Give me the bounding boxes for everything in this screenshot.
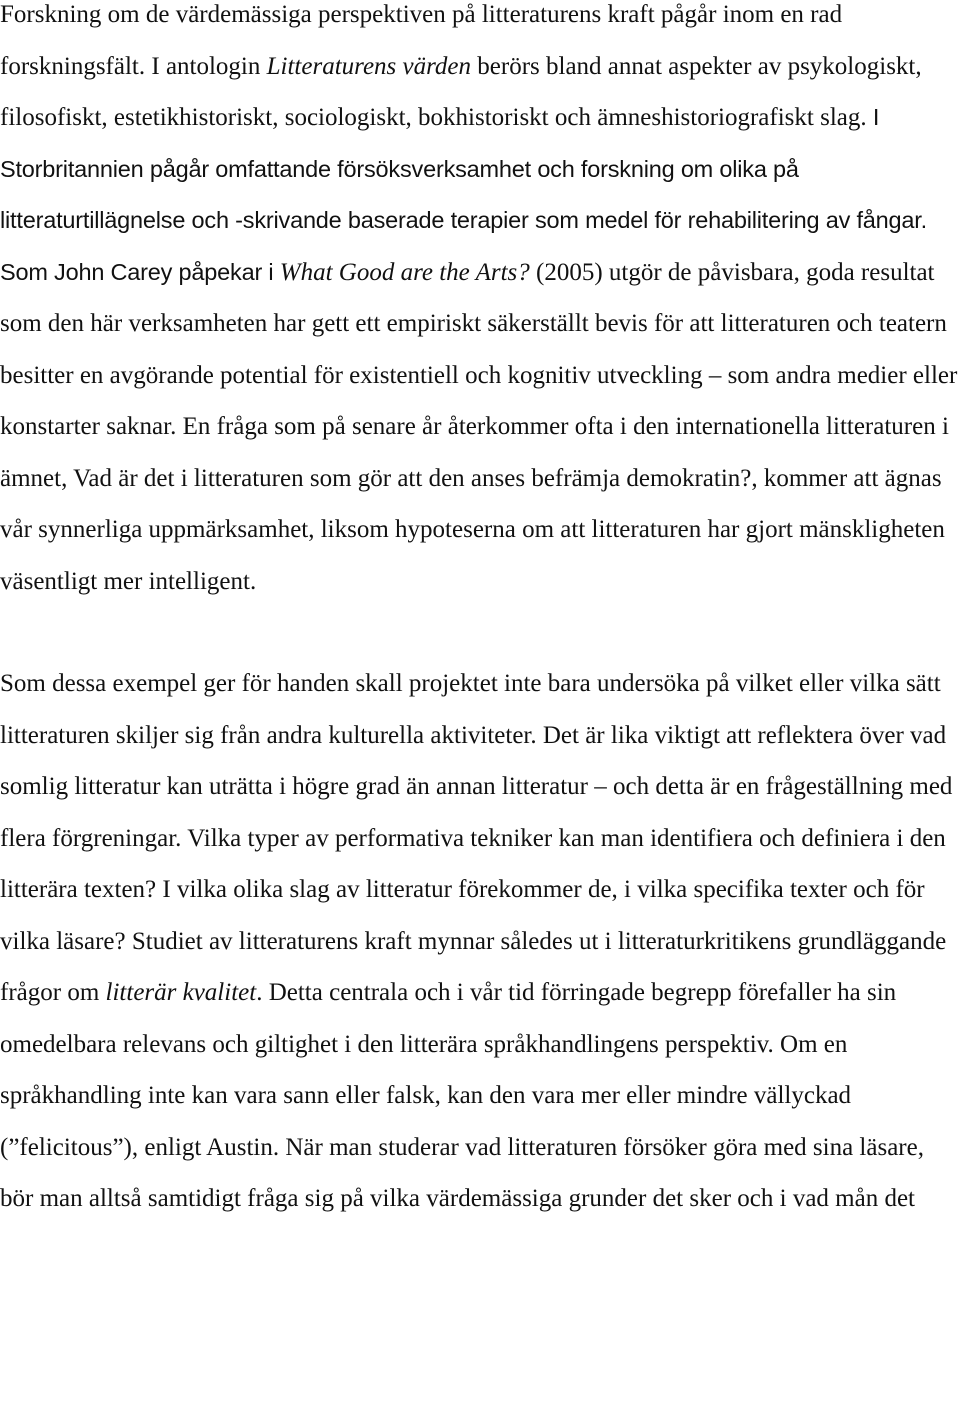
paragraph-1-text-b: berörs bland annat aspekter av psykologiskt, filosofiskt, estetikhistoriskt, sociologiskt, bokhistoriskt och ämneshistoriografiskt slag.: [0, 52, 922, 131]
literary-quality-term: litterär kvalitet: [105, 979, 257, 1006]
paragraph-1-text-a: Forskning om de värdemässiga perspektiven på litteraturens kraft pågår inom en rad forskningsfält. I antologin: [0, 1, 843, 80]
paragraph-project-scope: [0, 658, 958, 1225]
paragraph-2-text-b: . Detta centrala och i vår tid förringade begrepp förefaller ha sin omedelbara relevans och giltighet i den litterära språkhandlingens perspektiv. Om en språkhandling inte kan vara sann eller falsk, kan den vara mer eller mindre vällyckad (”felicitous”), enligt Austin. När man studerar vad litteraturen försöker göra med sina läsare, bör man alltså samtidigt fråga sig på vilka värdemässiga grunder det sker och i vad mån det: [0, 979, 924, 1212]
paragraph-1-sans-sentence: I Storbritannien pågår omfattande försöksverksamhet och forskning om olika på litteraturtillägnelse och -skrivande baserade terapier som medel för rehabilitering av fångar.: [0, 104, 927, 233]
anthology-title: Litteraturens värden: [266, 52, 472, 80]
book-title: What Good are the Arts?: [279, 258, 530, 286]
paragraph-1-sans-carey: Som John Carey påpekar i: [0, 258, 280, 285]
paragraph-1-text-c: (2005) utgör de påvisbara, goda resultat som den här verksamheten har gett ett empiriskt säkerställt bevis för att litteraturen och teatern besitter en avgörande potential för existentiell och kognitiv utveckling – som andra medier eller konstarter saknar. En fråga som på senare år återkommer ofta i den internationella litteraturen i ämnet, Vad är det i litteraturen som gör att den anses befrämja demokratin?, kommer att ägnas vår synnerliga uppmärksamhet, liksom hypoteserna om att litteraturen har gjort mänskligheten väsentligt mer intelligent.: [0, 258, 958, 595]
paragraph-2-text-a: Som dessa exempel ger för handen skall projektet inte bara undersöka på vilket eller vilka sätt litteraturen skiljer sig från andra kulturella aktiviteter. Det är lika viktigt att reflektera över vad somlig litteratur kan uträtta i högre grad än annan litteratur – och detta är en frågeställning med flera förgreningar. Vilka typer av performativa tekniker kan man identifiera och definiera i den litterära texten? I vilka olika slag av litteratur förekommer de, i vilka specifika texter och för vilka läsare? Studiet av litteraturens kraft mynnar således ut i litteraturkritikens grundläggande frågor om: [0, 670, 953, 1006]
paragraph-research-perspectives: [0, 0, 958, 607]
